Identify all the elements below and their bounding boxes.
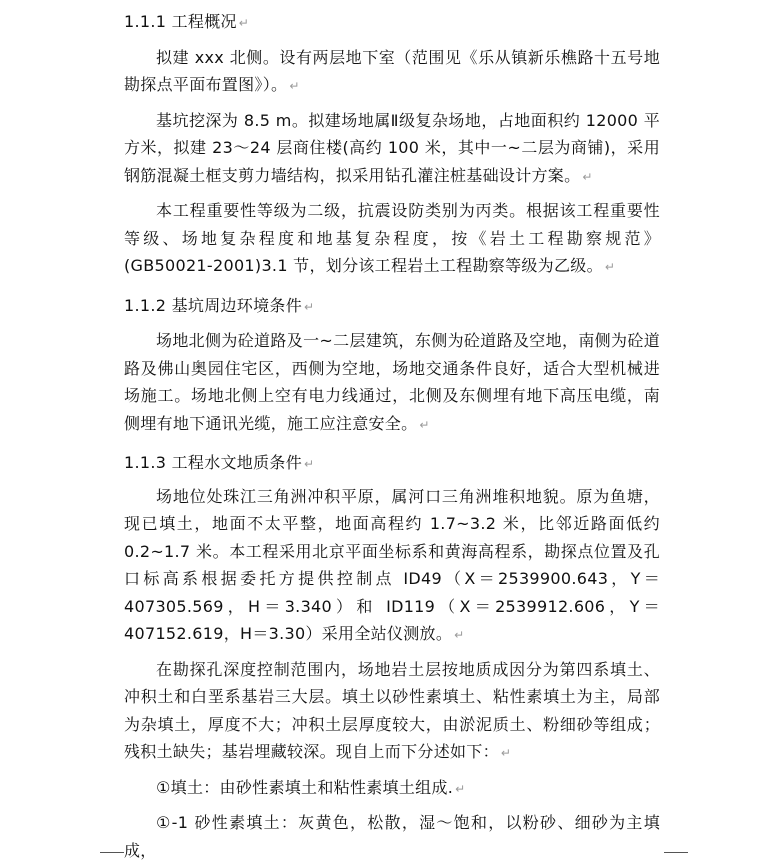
- section-heading-1-1-1: 1.1.1 工程概况 ↵: [124, 12, 250, 31]
- paragraph-soil-layers: 在勘探孔深度控制范围内，场地岩土层按地质成因分为第四系填土、冲积土和白垩系基岩三大层。填土以砂性素填土、粘性素填土为主，局部为杂填土，厚度不大；冲积土层厚度较大，由淤泥质土、粉细砂等组成；残积土缺失；基岩埋藏较深。现自上而下分述如下： ↵: [124, 659, 660, 761]
- section-heading-1-1-2: 1.1.2 基坑周边环境条件 ↵: [124, 295, 315, 315]
- paragraph-mark-icon: ↵: [455, 781, 466, 796]
- paragraph-mark-icon: ↵: [454, 628, 465, 642]
- paragraph-sandy-fill: ①-1 砂性素填土：灰黄色，松散，湿～饱和，以粉砂、细砂为主填成，: [124, 813, 660, 860]
- paragraph-project-location: 拟建 xxx 北侧。设有两层地下室（范围见《乐从镇新乐樵路十五号地勘探点平面布置图》）。 ↵: [124, 47, 660, 94]
- paragraph-surroundings: 场地北侧为砼道路及一~二层建筑，东侧为砼道路及空地，南侧为砼道路及佛山奥园住宅区，西侧为空地，场地交通条件良好，适合大型机械进场施工。场地北侧上空有电力线通过，北侧及东侧埋有地下高压电缆，南侧埋有地下通讯光缆，施工应注意安全。 ↵: [124, 331, 660, 433]
- paragraph-mark-icon: ↵: [500, 746, 512, 760]
- paragraph-fill-soil: ①填土：由砂性素填土和粘性素填土组成. ↵: [156, 777, 466, 797]
- page-corner-mark-left: [100, 852, 124, 853]
- document-body: [124, 8, 660, 864]
- page-corner-mark-right: [664, 852, 688, 853]
- paragraph-landform-survey: 场地位处珠江三角洲冲积平原，属河口三角洲堆积地貌。原为鱼塘，现已填土，地面不太平整，地面高程约 1.7~3.2 米，比邻近路面低约 0.2~1.7 米。本工程采用北京平面坐标系和黄海高程系，勘探点位置及孔口标高系根据委托方提供控制点 ID49（X＝2539900.643，Y＝407305.569，H＝3.340）和 ID119（X＝2539912.606，Y＝407152.619，H＝3.30）采用全站仪测放。 ↵: [124, 486, 660, 643]
- paragraph-mark-icon: ↵: [582, 169, 593, 184]
- paragraph-mark-icon: ↵: [289, 79, 300, 93]
- paragraph-mark-icon: ↵: [304, 457, 315, 471]
- paragraph-mark-icon: ↵: [604, 260, 616, 274]
- section-heading-1-1-3: 1.1.3 工程水文地质条件 ↵: [124, 453, 315, 472]
- paragraph-mark-icon: ↵: [238, 16, 250, 30]
- paragraph-mark-icon: ↵: [304, 299, 315, 314]
- paragraph-excavation-depth: 基坑挖深为 8.5 m。拟建场地属Ⅱ级复杂场地，占地面积约 12000 平方米，拟建 23～24 层商住楼(高约 100 米，其中一~二层为商铺)，采用钢筋混凝土框支剪力墙结构，拟采用钻孔灌注桩基础设计方案。 ↵: [124, 110, 660, 185]
- paragraph-importance-grade: 本工程重要性等级为二级，抗震设防类别为丙类。根据该工程重要性等级、场地复杂程度和地基复杂程度，按《岩土工程勘察规范》(GB50021-2001)3.1 节，划分该工程岩土工程勘察等级为乙级。 ↵: [124, 201, 660, 275]
- paragraph-mark-icon: ↵: [419, 417, 430, 432]
